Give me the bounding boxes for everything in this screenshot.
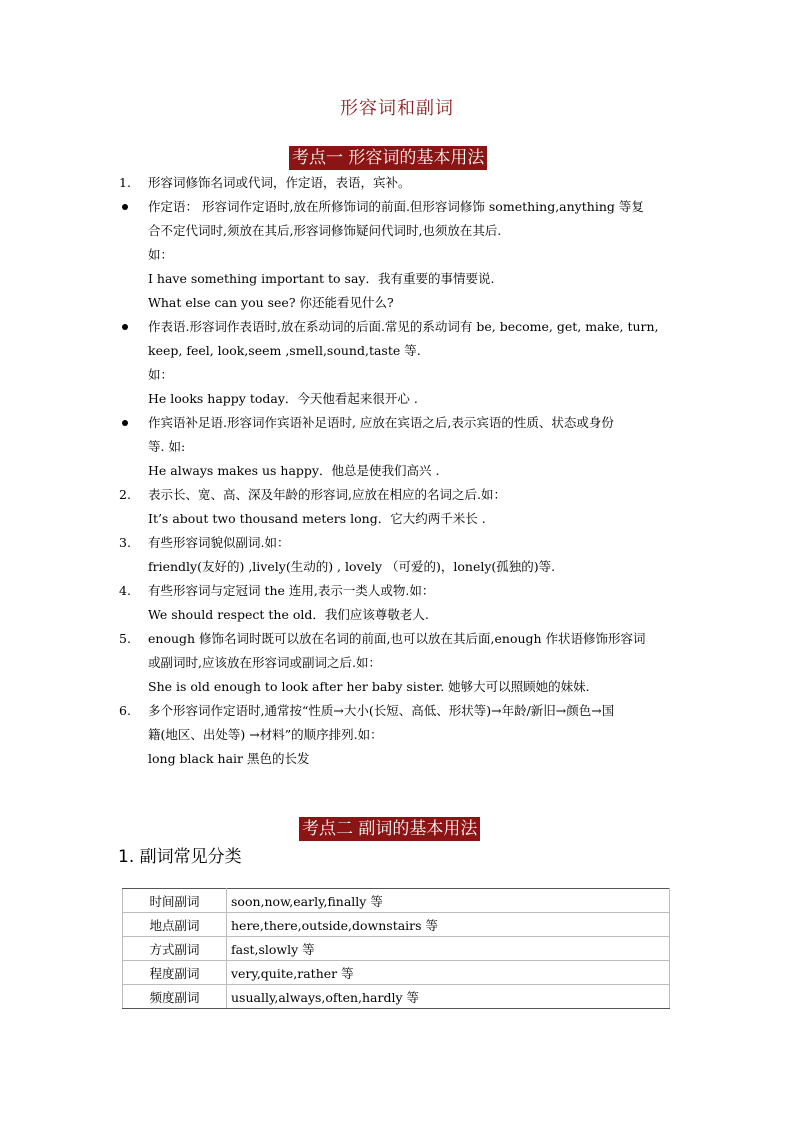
bullet-marker bbox=[122, 204, 128, 210]
list-item-line: 作宾语补足语.形容词作宾语补足语时, 应放在宾语之后,表示宾语的性质、状态或身份 bbox=[148, 415, 614, 430]
list-item-line: It’s about two thousand meters long．它大约两千米长 . bbox=[148, 511, 486, 526]
list-item-line: keep, feel, look,seem ,smell,sound,taste 等. bbox=[148, 343, 421, 358]
list-item-line: I have something important to say．我有重要的事情要说. bbox=[148, 271, 495, 286]
table-cell-category: 程度副词 bbox=[123, 961, 227, 985]
list-item-line: 合不定代词时,须放在其后,形容词修饰疑问代词时,也须放在其后. bbox=[148, 223, 502, 238]
list-item-line: 有些形容词貌似副词.如： bbox=[148, 535, 290, 550]
table-cell-category: 时间副词 bbox=[123, 889, 227, 913]
list-item-line: 如： bbox=[148, 247, 174, 262]
list-item-line: enough 修饰名词时既可以放在名词的前面,也可以放在其后面,enough 作状语修饰形容词 bbox=[148, 631, 646, 646]
list-item-line: 等. 如: bbox=[148, 439, 186, 454]
table-row bbox=[123, 913, 670, 937]
table-cell-examples: very,quite,rather 等 bbox=[227, 961, 670, 985]
section2-heading: 1. 副词常见分类 bbox=[118, 847, 242, 867]
list-number: 2. bbox=[119, 487, 131, 502]
list-item-line: He looks happy today．今天他看起来很开心 . bbox=[148, 391, 418, 406]
section1-banner: 考点一 形容词的基本用法 bbox=[289, 146, 487, 170]
table-cell-examples: here,there,outside,downstairs 等 bbox=[227, 913, 670, 937]
page-title: 形容词和副词 bbox=[340, 98, 454, 119]
list-item-line: We should respect the old．我们应该尊敬老人. bbox=[148, 607, 429, 622]
table-cell-category: 地点副词 bbox=[123, 913, 227, 937]
table-row bbox=[123, 985, 670, 1009]
list-number: 4. bbox=[119, 583, 131, 598]
table-cell-examples: fast,slowly 等 bbox=[227, 937, 670, 961]
list-item-line: 有些形容词与定冠词 the 连用,表示一类人或物.如： bbox=[148, 583, 435, 598]
list-item-line: She is old enough to look after her baby sister. 她够大可以照顾她的妹妹. bbox=[148, 679, 590, 694]
list-item-line: friendly(友好的) ,lively(生动的) , lovely （可爱的)，lonely(孤独的)等. bbox=[148, 559, 556, 574]
list-item-line: 作定语： 形容词作定语时,放在所修饰词的前面.但形容词修饰 something,anything 等复 bbox=[148, 199, 644, 214]
table-cell-examples: soon,now,early,finally 等 bbox=[227, 889, 670, 913]
table-row bbox=[123, 937, 670, 961]
list-item-line: 表示长、宽、高、深及年龄的形容词,应放在相应的名词之后.如： bbox=[148, 487, 506, 502]
table-cell-category: 方式副词 bbox=[123, 937, 227, 961]
list-item-line: 籍(地区、出处等) →材料”的顺序排列.如： bbox=[148, 727, 383, 742]
table-row bbox=[123, 961, 670, 985]
table-cell-examples: usually,always,often,hardly 等 bbox=[227, 985, 670, 1009]
list-item-line: What else can you see? 你还能看见什么? bbox=[148, 295, 394, 310]
list-item-line: 多个形容词作定语时,通常按“性质→大小(长短、高低、形状等)→年龄/新旧→颜色→国 bbox=[148, 703, 615, 718]
list-number: 1. bbox=[119, 175, 131, 190]
adverb-category-table bbox=[122, 888, 670, 1009]
list-item-line: 或副词时,应该放在形容词或副词之后.如： bbox=[148, 655, 381, 670]
list-item-line: 如： bbox=[148, 367, 174, 382]
list-number: 6. bbox=[119, 703, 131, 718]
list-item-line: 形容词修饰名词或代词，作定语，表语，宾补。 bbox=[148, 175, 411, 190]
table-row bbox=[123, 889, 670, 913]
list-item-line: 作表语.形容词作表语时,放在系动词的后面.常见的系动词有 be, become, get, make, turn, bbox=[148, 319, 659, 334]
list-number: 3. bbox=[119, 535, 131, 550]
bullet-marker bbox=[122, 420, 128, 426]
table-cell-category: 频度副词 bbox=[123, 985, 227, 1009]
list-item-line: long black hair 黑色的长发 bbox=[148, 751, 310, 766]
list-item-line: He always makes us happy．他总是使我们高兴 . bbox=[148, 463, 440, 478]
section2-banner: 考点二 副词的基本用法 bbox=[299, 817, 480, 841]
bullet-marker bbox=[122, 324, 128, 330]
list-number: 5. bbox=[119, 631, 131, 646]
